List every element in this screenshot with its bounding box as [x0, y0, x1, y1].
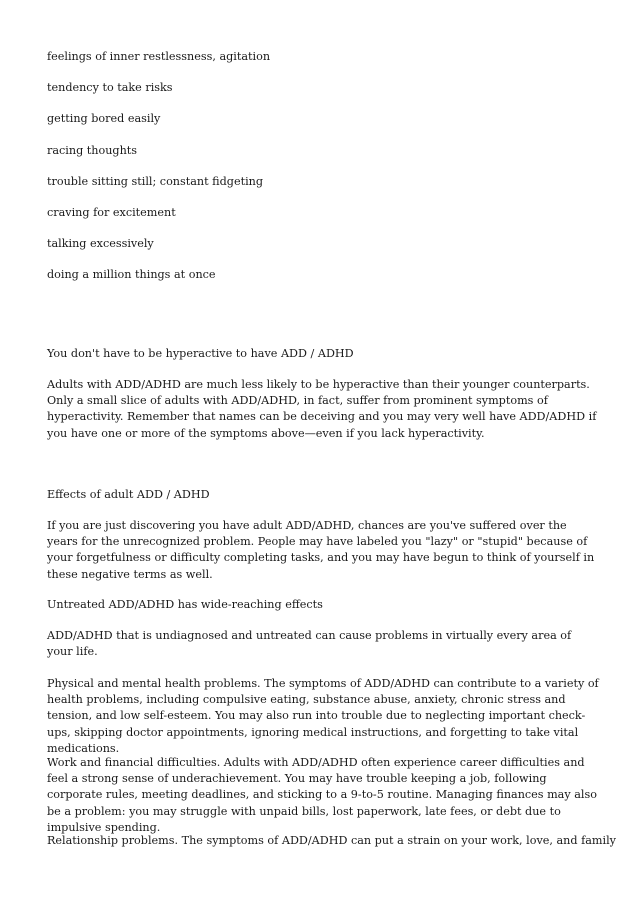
paragraph: Adults with ADD/ADHD are much less likely to be hyperactive than their younger counterparts. Only a small slice of adults with ADD/ADHD, in fact, suffer from prominent symptoms of hyperactivity. Remember that names can be deceiving and you may very well have ADD/ADHD if you have one or more of the symptoms above—even if you lack hyperactivity.	[47, 378, 597, 440]
paragraph: Relationship problems. The symptoms of ADD/ADHD can put a strain on your work, love, and family	[47, 834, 616, 847]
symptom-item: trouble sitting still; constant fidgeting	[47, 175, 264, 188]
symptom-item: craving for excitement	[47, 206, 176, 219]
subheading: Untreated ADD/ADHD has wide-reaching effects	[47, 598, 323, 611]
section-heading: Effects of adult ADD / ADHD	[47, 488, 210, 501]
paragraph: Work and financial difficulties. Adults with ADD/ADHD often experience career difficulties and feel a strong sense of underachievement. You may have trouble keeping a job, following corporate rules, meeting deadlines, and sticking to a 9-to-5 routine. Managing finances may also be a problem: you may struggle with unpaid bills, lost paperwork, late fees, or debt due to impulsive spending.	[47, 756, 597, 834]
symptom-item: feelings of inner restlessness, agitation	[47, 50, 271, 63]
paragraph: ADD/ADHD that is undiagnosed and untreated can cause problems in virtually every area of your life.	[47, 629, 572, 659]
paragraph: Physical and mental health problems. The symptoms of ADD/ADHD can contribute to a variety of health problems, including compulsive eating, substance abuse, anxiety, chronic stress and tension, and low self-esteem. You may also run into trouble due to neglecting important check-ups, skipping doctor appointments, ignoring medical instructions, and forgetting to take vital medications.	[47, 677, 599, 755]
symptom-item: racing thoughts	[47, 144, 138, 157]
symptom-item: tendency to take risks	[47, 81, 173, 94]
symptom-item: getting bored easily	[47, 112, 161, 125]
paragraph: If you are just discovering you have adult ADD/ADHD, chances are you've suffered over the years for the unrecognized problem. People may have labeled you "lazy" or "stupid" because of your forgetfulness or difficulty completing tasks, and you may have begun to think of yourself in these negative terms as well.	[47, 519, 595, 581]
symptom-item: doing a million things at once	[47, 268, 216, 281]
symptom-item: talking excessively	[47, 237, 154, 250]
section-heading: You don't have to be hyperactive to have ADD / ADHD	[47, 347, 354, 360]
